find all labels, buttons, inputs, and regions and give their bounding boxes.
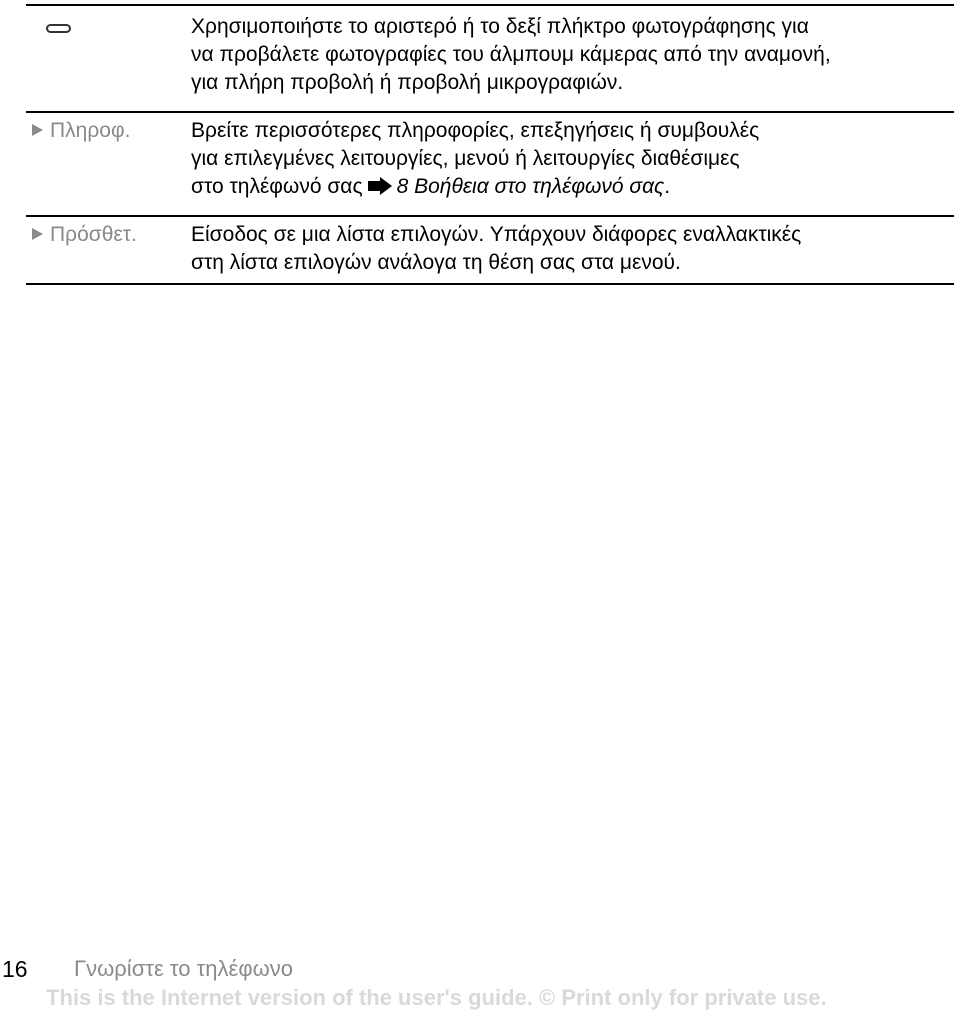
row-description-line: να προβάλετε φωτογραφίες του άλμπουμ κάμερας από την αναμονή, xyxy=(191,43,831,66)
watermark-note: This is the Internet version of the user's guide. © Print only for private use. xyxy=(46,985,827,1010)
row-description xyxy=(191,117,956,201)
row-description-line: για πλήρη προβολή ή προβολή μικρογραφιών. xyxy=(191,71,624,94)
row-divider xyxy=(26,215,954,217)
reference-suffix: . xyxy=(664,175,671,198)
row-description-line: στη λίστα επιλογών ανάλογα τη θέση σας στα μενού. xyxy=(191,251,681,274)
section-title: Γνωρίστε το τηλέφωνο xyxy=(74,956,294,981)
reference-link[interactable] xyxy=(397,175,665,198)
reference-page-number: 8 xyxy=(396,175,409,198)
row-description-line: Είσοδος σε μια λίστα επιλογών. Υπάρχουν διάφορες εναλλακτικές xyxy=(191,223,802,246)
row-key-label: Πληροφ. xyxy=(50,119,131,142)
row-key-info xyxy=(32,117,130,145)
row-description-line: για επιλεγμένες λειτουργίες, μενού ή λειτουργίες διαθέσιμες xyxy=(191,147,740,170)
triangle-bullet-icon xyxy=(32,228,43,240)
page-number: 16 xyxy=(2,956,28,982)
triangle-bullet-icon xyxy=(32,124,43,136)
row-key-label: Πρόσθετ. xyxy=(50,223,137,246)
reference-title: Βοήθεια στο τηλέφωνό σας xyxy=(414,175,665,198)
arrow-right-icon xyxy=(367,177,393,195)
row-divider xyxy=(26,111,954,113)
row-description xyxy=(191,13,956,97)
table-top-rule xyxy=(26,4,954,6)
row-key-more xyxy=(32,221,137,249)
row-description xyxy=(191,221,956,277)
row-description-text: στο τηλέφωνό σας xyxy=(191,175,363,198)
row-description-line: Χρησιμοποιήστε το αριστερό ή το δεξί πλήκτρο φωτογράφησης για xyxy=(191,15,809,38)
row-description-line: Βρείτε περισσότερες πληροφορίες, επεξηγήσεις ή συμβουλές xyxy=(191,119,760,142)
row-description-line xyxy=(191,173,956,201)
camera-key-icon xyxy=(46,24,71,33)
table-bottom-rule xyxy=(26,283,954,285)
